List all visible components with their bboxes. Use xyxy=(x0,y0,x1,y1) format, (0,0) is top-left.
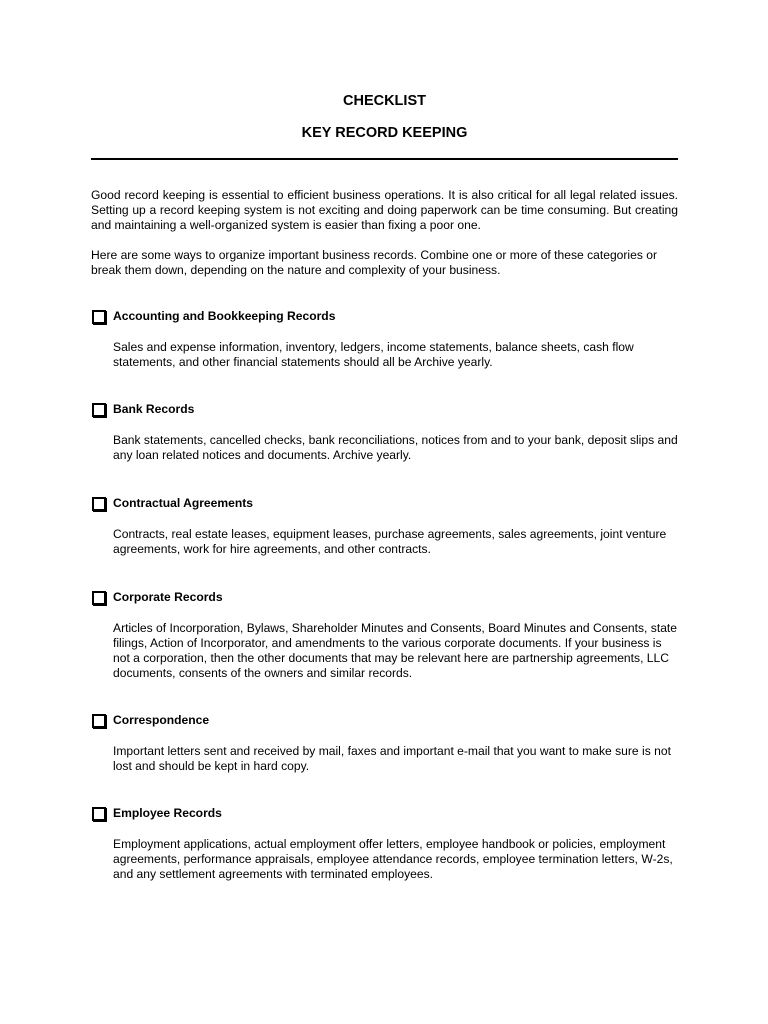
checklist-item-description: Important letters sent and received by mail, faxes and important e-mail that you want to make sure is not lost and should be kept in hard copy. xyxy=(113,744,671,773)
checklist-item-bank-records xyxy=(91,402,678,463)
checkbox[interactable] xyxy=(92,497,106,511)
checklist-item-title: Contractual Agreements xyxy=(113,496,254,510)
checklist-item-corporate-records xyxy=(91,590,678,681)
checkbox[interactable] xyxy=(92,807,106,821)
checkbox[interactable] xyxy=(92,714,106,728)
title-divider xyxy=(91,158,678,160)
checklist-item-description: Bank statements, cancelled checks, bank reconciliations, notices from and to your bank, deposit slips and any loan related notices and documents. Archive yearly. xyxy=(113,433,678,462)
checklist-item-title: Employee Records xyxy=(113,806,222,820)
checkbox[interactable] xyxy=(92,403,106,417)
checkbox[interactable] xyxy=(92,591,106,605)
checklist-item-title: Accounting and Bookkeeping Records xyxy=(113,309,336,323)
checklist-item-correspondence xyxy=(91,713,678,774)
checkbox[interactable] xyxy=(92,310,106,324)
checklist-item-description: Employment applications, actual employment offer letters, employee handbook or policies, employment agreements, performance appraisals, employee attendance records, employee termination letters, W-2s, and any settlement agreements with terminated employees. xyxy=(113,837,673,881)
checklist-item-title: Corporate Records xyxy=(113,590,223,604)
checklist-item-description: Sales and expense information, inventory, ledgers, income statements, balance sheets, cash flow statements, and other financial statements should all be Archive yearly. xyxy=(113,340,634,369)
checklist-item-contractual-agreements xyxy=(91,496,678,557)
checklist-item-title: Bank Records xyxy=(113,402,195,416)
checklist-item-description: Contracts, real estate leases, equipment leases, purchase agreements, sales agreements, joint venture agreements, work for hire agreements, and other contracts. xyxy=(113,527,667,556)
document-subtitle: KEY RECORD KEEPING xyxy=(301,125,468,141)
checklist-item-title: Correspondence xyxy=(113,713,210,727)
document-title: CHECKLIST xyxy=(343,93,426,109)
checklist-item-description: Articles of Incorporation, Bylaws, Shareholder Minutes and Consents, Board Minutes and Consents, state filings, Action of Incorporator, and amendments to the various corporate documents. If your business is not a corporation, then the other documents that may be relevant here are partnership agreements, LLC documents, consents of the owners and similar records. xyxy=(113,621,678,680)
intro-paragraph: Good record keeping is essential to efficient business operations. It is also critical for all legal related issues. Setting up a record keeping system is not exciting and doing paperwork can be time consuming. But creating and maintaining a well-organized system is easier than fixing a poor one. xyxy=(91,188,678,232)
checklist-item-accounting xyxy=(91,309,678,370)
checklist-item-employee-records xyxy=(91,806,678,882)
intro-paragraph: Here are some ways to organize important business records. Combine one or more of these categories or break them down, depending on the nature and complexity of your business. xyxy=(91,248,657,277)
